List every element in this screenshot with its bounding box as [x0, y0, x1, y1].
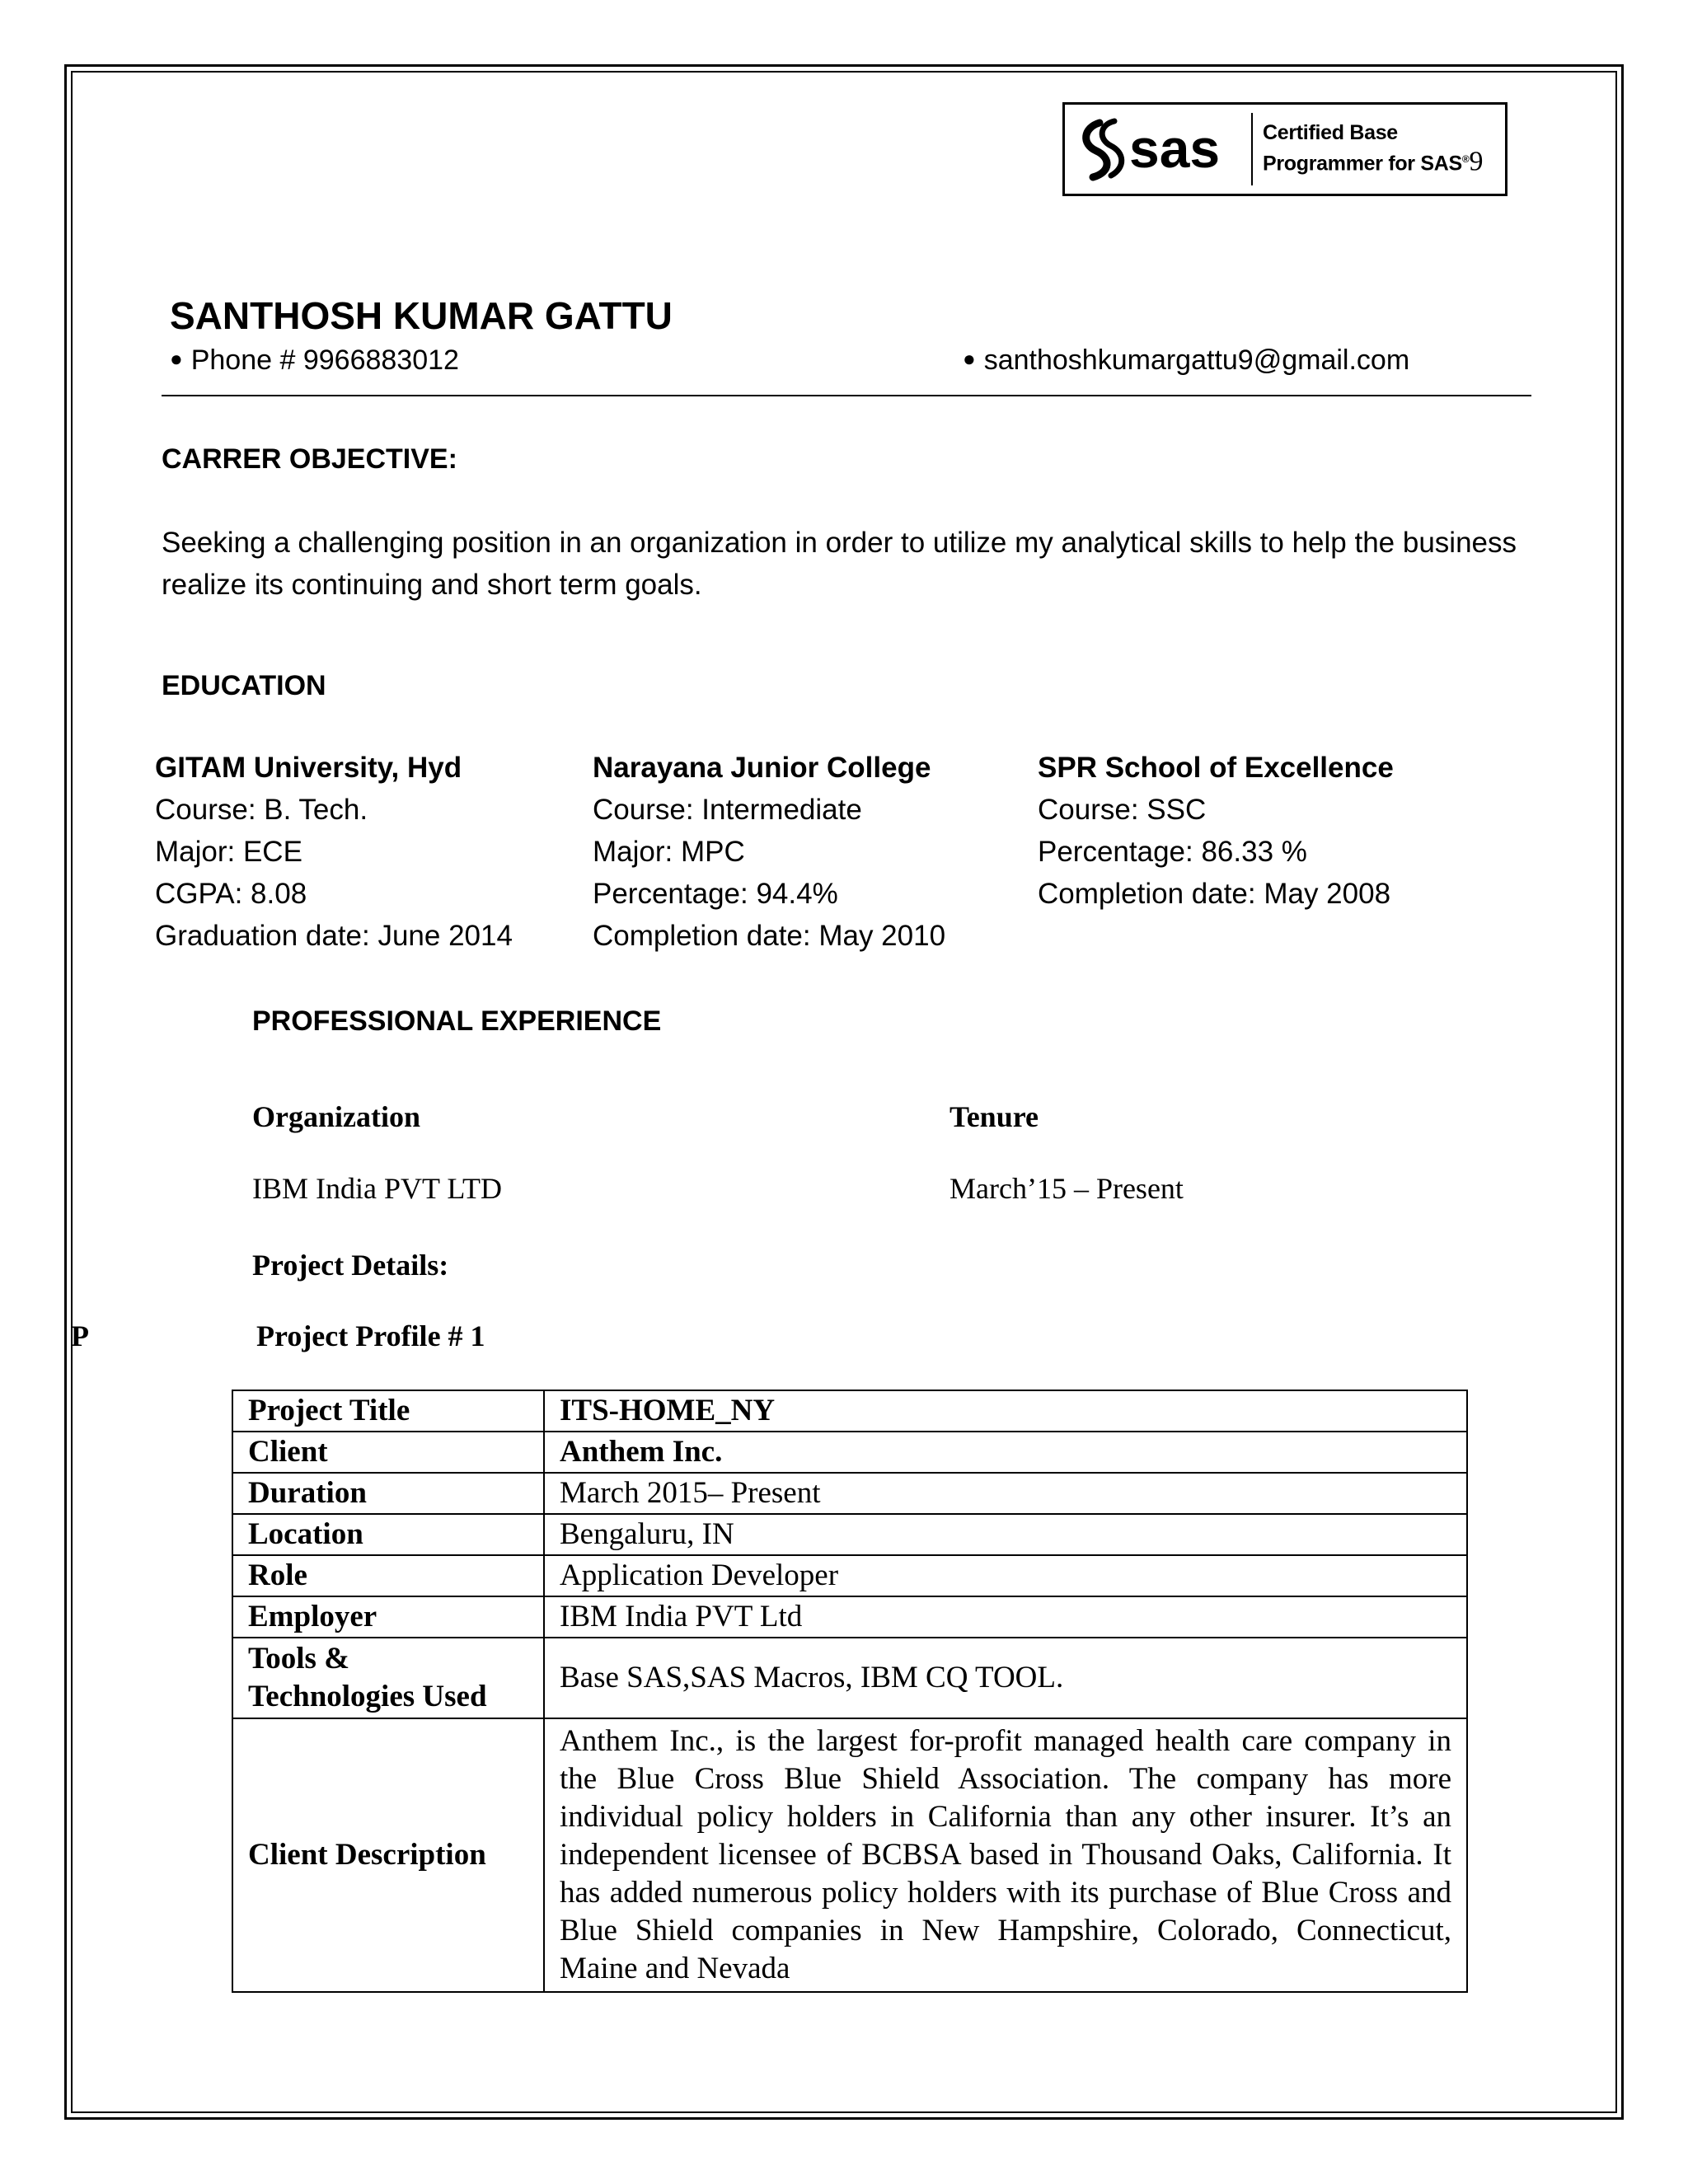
client-description: Anthem Inc., is the largest for-profit managed health care company in the Blue Cross Blue Shield Association. The company has more individual policy holders in California than any other insurer. It’s an independent licensee of BCBSA based in Thousand Oaks, California. It has added numerous policy holders with its purchase of Blue Cross and Blue Shield companies in New Hampshire, Colorado, Connecticut, Maine and Nevada	[544, 1718, 1467, 1992]
table-row	[232, 1390, 1467, 1432]
row-value: March 2015– Present	[544, 1473, 1467, 1514]
logo-line-1: Certified Base	[1263, 121, 1398, 144]
institution-name: SPR School of Excellence	[1038, 752, 1394, 784]
sas-logo-icon	[1075, 111, 1256, 187]
education-course: Course: SSC	[1038, 794, 1207, 826]
education-score: CGPA: 8.08	[155, 878, 307, 910]
phone-number: Phone # 9966883012	[190, 344, 459, 376]
table-row	[232, 1432, 1467, 1473]
row-label: Client	[232, 1432, 544, 1473]
phone-line	[170, 344, 459, 377]
institution-name: GITAM University, Hyd	[155, 752, 462, 784]
table-row	[232, 1473, 1467, 1514]
bullet-icon: ●	[170, 346, 183, 371]
table-row	[232, 1638, 1467, 1718]
education-course: Course: Intermediate	[593, 794, 862, 826]
education-entry-narayana	[593, 747, 945, 957]
bullet-icon: ●	[963, 346, 976, 371]
row-value: Anthem Inc.	[544, 1432, 1467, 1473]
logo-line-2: Programmer for SAS®9	[1263, 146, 1484, 177]
email-address: santhoshkumargattu9@gmail.com	[983, 344, 1410, 376]
tenure-header: Tenure	[950, 1100, 1039, 1133]
row-label: Location	[232, 1514, 544, 1555]
education-score: Percentage: 94.4%	[593, 878, 838, 910]
education-major: Major: ECE	[155, 836, 302, 868]
row-label-line-2: Technologies Used	[248, 1680, 487, 1713]
row-label: Employer	[232, 1596, 544, 1638]
education-entry-gitam	[155, 747, 513, 957]
header-divider	[162, 395, 1531, 396]
table-row	[232, 1718, 1467, 1992]
education-course: Course: B. Tech.	[155, 794, 368, 826]
education-date: Completion date: May 2008	[1038, 878, 1391, 910]
logo-certification-text	[1263, 120, 1483, 176]
stray-letter: P	[71, 1319, 89, 1352]
logo-version: 9	[1469, 146, 1484, 177]
row-value: IBM India PVT Ltd	[544, 1596, 1467, 1638]
objective-text: Seeking a challenging position in an organization in order to utilize my analytical skills to help the business realize its continuing and short term goals.	[162, 527, 1517, 601]
row-label: Role	[232, 1555, 544, 1596]
logo-divider	[1251, 113, 1253, 185]
organization-header: Organization	[252, 1100, 420, 1133]
education-heading: EDUCATION	[162, 670, 326, 701]
row-value: ITS-HOME_NY	[544, 1390, 1467, 1432]
education-date: Completion date: May 2010	[593, 920, 946, 952]
education-entry-spr	[1038, 747, 1394, 915]
project-table	[232, 1390, 1468, 1993]
table-row	[232, 1596, 1467, 1638]
row-label-line-1: Tools &	[248, 1642, 350, 1675]
tenure-value: March’15 – Present	[950, 1172, 1184, 1205]
row-label: Project Title	[232, 1390, 544, 1432]
education-score: Percentage: 86.33 %	[1038, 836, 1307, 868]
table-row	[232, 1514, 1467, 1555]
email-line	[963, 344, 1409, 377]
row-value: Application Developer	[544, 1555, 1467, 1596]
sas-certification-logo	[1062, 102, 1507, 196]
experience-heading: PROFESSIONAL EXPERIENCE	[252, 1005, 662, 1037]
education-date: Graduation date: June 2014	[155, 920, 513, 952]
logo-line-2-text: Programmer for SAS	[1263, 152, 1462, 176]
row-label: Client Description	[232, 1718, 544, 1992]
row-label: Duration	[232, 1473, 544, 1514]
logo-brand-text: sas	[1129, 118, 1221, 179]
institution-name: Narayana Junior College	[593, 752, 931, 784]
education-major: Major: MPC	[593, 836, 745, 868]
organization-value: IBM India PVT LTD	[252, 1172, 503, 1205]
objective-heading: CARRER OBJECTIVE:	[162, 443, 457, 475]
candidate-name: SANTHOSH KUMAR GATTU	[170, 294, 673, 337]
project-profile-heading: Project Profile # 1	[256, 1319, 485, 1352]
row-label	[232, 1638, 544, 1718]
row-value: Bengaluru, IN	[544, 1514, 1467, 1555]
table-row	[232, 1555, 1467, 1596]
project-details-heading: Project Details:	[252, 1249, 449, 1282]
row-value: Base SAS,SAS Macros, IBM CQ TOOL.	[544, 1638, 1467, 1718]
